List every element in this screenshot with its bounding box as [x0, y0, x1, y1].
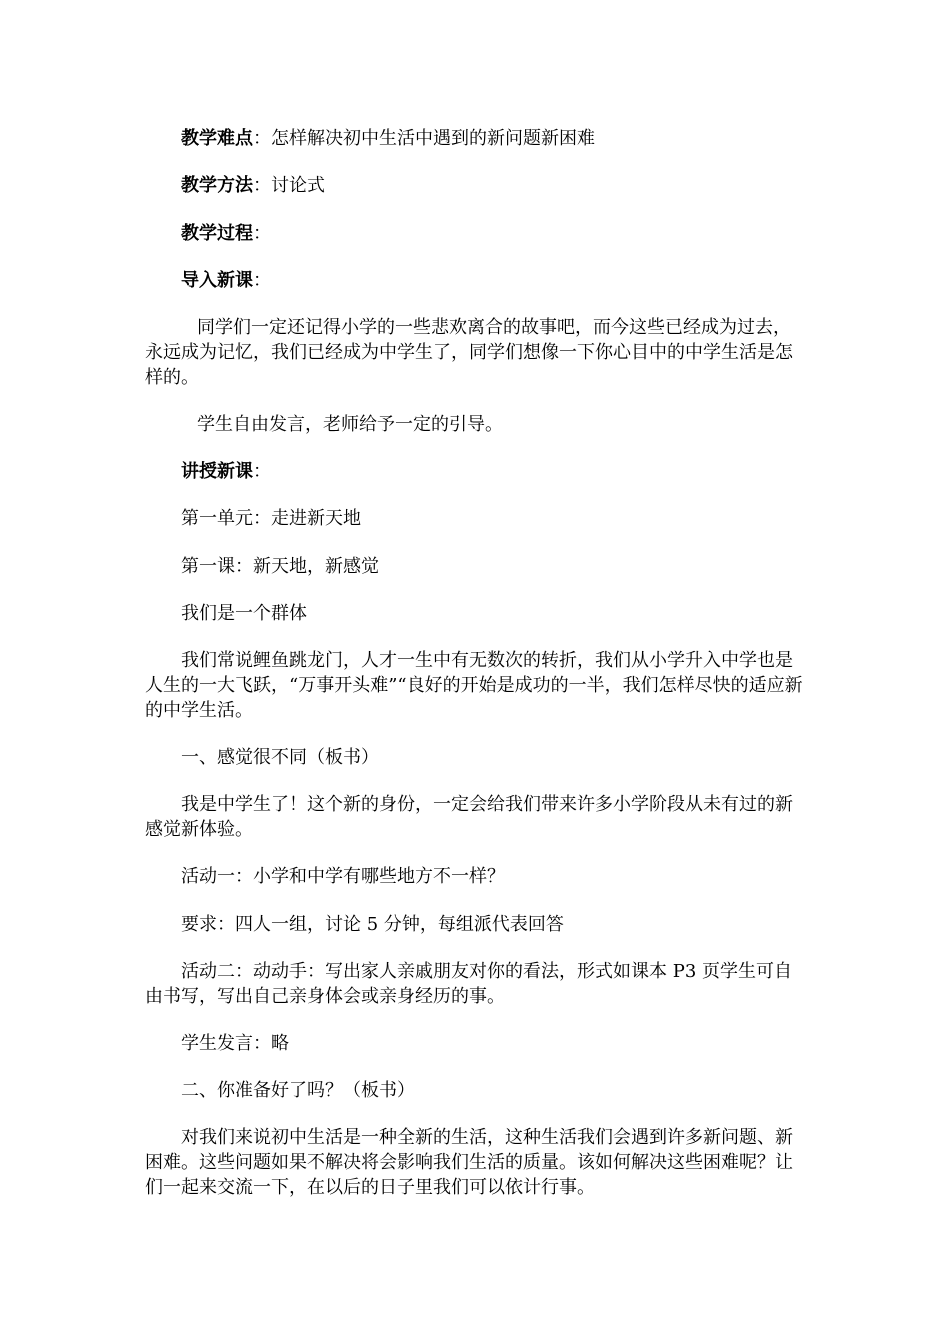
teaching-difficulty-label: 教学难点: [181, 128, 253, 149]
teaching-method-label: 教学方法: [181, 175, 253, 196]
unit-title: 第一单元：走进新天地: [181, 508, 361, 529]
intro-label: 导入新课: [181, 270, 253, 291]
colon: ：: [253, 223, 271, 244]
intro-paragraph: 同学们一定还记得小学的一些悲欢离合的故事吧，而今这些已经成为过去，永远成为记忆，我们已经成为中学生了，同学们想像一下你心目中的中学生活是怎样的。: [145, 317, 793, 388]
colon: ：: [253, 270, 271, 291]
teaching-method-text: 讨论式: [271, 175, 325, 196]
requirement: 要求：四人一组，讨论 5 分钟，每组派代表回答: [181, 914, 564, 935]
teaching-process-label: 教学过程: [181, 223, 253, 244]
identity-paragraph: 我是中学生了！这个新的身份，一定会给我们带来许多小学阶段从未有过的新感觉新体验。: [145, 794, 793, 840]
group-title: 我们是一个群体: [181, 603, 307, 624]
colon: ：: [253, 128, 271, 149]
intro-heading: [145, 268, 805, 293]
new-lesson-heading: [145, 459, 805, 484]
activity-one: 活动一：小学和中学有哪些地方不一样？: [181, 866, 505, 887]
section-one-heading: 一、感觉很不同（板书）: [181, 747, 379, 768]
teaching-difficulty: [145, 126, 805, 151]
section-two-heading: 二、你准备好了吗？（板书）: [181, 1080, 415, 1101]
new-life-paragraph: 对我们来说初中生活是一种全新的生活，这种生活我们会遇到许多新问题、新困难。这些问题如果不解决将会影响我们生活的质量。该如何解决这些困难呢？让们一起来交流一下，在以后的日子里我们可以依计行事。: [145, 1127, 793, 1198]
activity-two: 活动二：动动手：写出家人亲戚朋友对你的看法，形式如课本 P3 页学生可自由书写，写出自己亲身体会或亲身经历的事。: [145, 961, 793, 1007]
lesson-title: 第一课：新天地，新感觉: [181, 556, 379, 577]
teaching-difficulty-text: 怎样解决初中生活中遇到的新问题新困难: [271, 128, 595, 149]
colon: ：: [253, 461, 271, 482]
new-lesson-label: 讲授新课: [181, 461, 253, 482]
student-speak: 学生自由发言，老师给予一定的引导。: [197, 414, 503, 435]
teaching-method: [145, 173, 805, 198]
teaching-process: [145, 221, 805, 246]
carp-paragraph: 我们常说鲤鱼跳龙门，人才一生中有无数次的转折，我们从小学升入中学也是人生的一大飞跃，“万事开头难”“良好的开始是成功的一半，我们怎样尽快的适应新的中学生活。: [145, 650, 803, 721]
colon: ：: [253, 175, 271, 196]
student-answer: 学生发言：略: [181, 1033, 289, 1054]
